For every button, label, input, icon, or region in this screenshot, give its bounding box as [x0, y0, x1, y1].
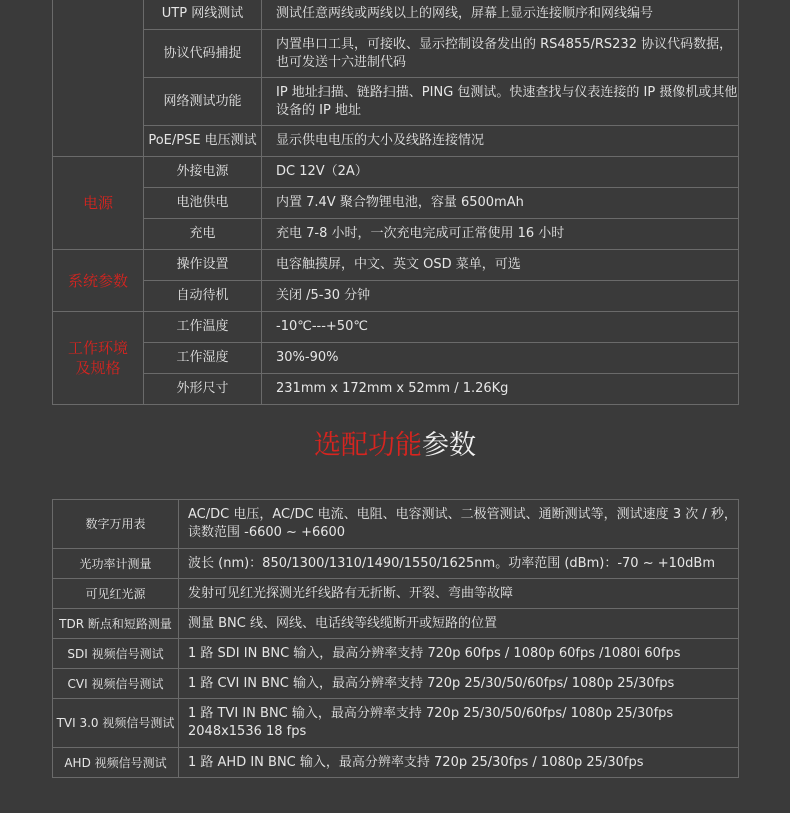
spec-item: 自动待机	[144, 281, 262, 312]
table-row	[53, 748, 739, 778]
table-row	[53, 188, 739, 219]
spec-value: 1 路 TVI IN BNC 输入，最高分辨率支持 720p 25/30/50/60fps/ 1080p 25/30fps 2048x1536 18 fps	[179, 699, 739, 748]
spec-value: 30%-90%	[262, 343, 739, 374]
spec-item: 光功率计测量	[53, 549, 179, 579]
spec-item: TVI 3.0 视频信号测试	[53, 699, 179, 748]
spec-value: -10℃---+50℃	[262, 312, 739, 343]
table-row	[53, 549, 739, 579]
spec-item: AHD 视频信号测试	[53, 748, 179, 778]
table-row	[53, 312, 739, 343]
category-system: 系统参数	[53, 250, 144, 312]
section-title-rest: 参数	[422, 430, 476, 461]
spec-item: 可见红光源	[53, 579, 179, 609]
spec-item: UTP 网线测试	[144, 0, 262, 30]
spec-item: 操作设置	[144, 250, 262, 281]
spec-item: TDR 断点和短路测量	[53, 609, 179, 639]
spec-item: 充电	[144, 219, 262, 250]
spec-item: 协议代码捕捉	[144, 30, 262, 78]
category-power: 电源	[53, 157, 144, 250]
spec-item: SDI 视频信号测试	[53, 639, 179, 669]
table-row	[53, 78, 739, 126]
table-row	[53, 699, 739, 748]
spec-value: 充电 7-8 小时，一次充电完成可正常使用 16 小时	[262, 219, 739, 250]
spec-value: 1 路 AHD IN BNC 输入，最高分辨率支持 720p 25/30fps / 1080p 25/30fps	[179, 748, 739, 778]
table-row	[53, 0, 739, 30]
spec-item: CVI 视频信号测试	[53, 669, 179, 699]
table-row	[53, 374, 739, 405]
spec-value: 关闭 /5-30 分钟	[262, 281, 739, 312]
category-environment-label: 工作环境及规格	[67, 339, 128, 377]
spec-value: 发射可见红光探测光纤线路有无折断、开裂、弯曲等故障	[179, 579, 739, 609]
spec-value: 内置 7.4V 聚合物锂电池，容量 6500mAh	[262, 188, 739, 219]
spec-item: 外接电源	[144, 157, 262, 188]
table-row	[53, 126, 739, 157]
spec-value: DC 12V（2A）	[262, 157, 739, 188]
section-title-highlight: 选配功能	[314, 430, 422, 461]
spec-item: 外形尺寸	[144, 374, 262, 405]
spec-value: 波长 (nm)：850/1300/1310/1490/1550/1625nm。功率范围 (dBm)：-70 ~ +10dBm	[179, 549, 739, 579]
spec-item: 网络测试功能	[144, 78, 262, 126]
spec-value: 231mm x 172mm x 52mm / 1.26Kg	[262, 374, 739, 405]
spec-value: 电容触摸屏，中文、英文 OSD 菜单，可选	[262, 250, 739, 281]
spec-value: 1 路 CVI IN BNC 输入，最高分辨率支持 720p 25/30/50/60fps/ 1080p 25/30fps	[179, 669, 739, 699]
spec-item: 数字万用表	[53, 500, 179, 549]
spec-value: AC/DC 电压，AC/DC 电流、电阻、电容测试、二极管测试、通断测试等，测试速度 3 次 / 秒，读数范围 -6600 ~ +6600	[179, 500, 739, 549]
table-row	[53, 639, 739, 669]
table-row	[53, 281, 739, 312]
table-row	[53, 30, 739, 78]
spec-value: 1 路 SDI IN BNC 输入，最高分辨率支持 720p 60fps / 1080p 60fps /1080i 60fps	[179, 639, 739, 669]
category-cell-blank	[53, 0, 144, 157]
spec-table-main	[52, 0, 739, 405]
table-row	[53, 500, 739, 549]
spec-value: 测试任意两线或两线以上的网线，屏幕上显示连接顺序和网线编号	[262, 0, 739, 30]
table-row	[53, 343, 739, 374]
table-row	[53, 609, 739, 639]
category-environment	[53, 312, 144, 405]
table-row	[53, 250, 739, 281]
table-row	[53, 669, 739, 699]
spec-item: 工作温度	[144, 312, 262, 343]
table-row	[53, 579, 739, 609]
table-row	[53, 219, 739, 250]
section-title	[0, 426, 790, 466]
spec-value: IP 地址扫描、链路扫描、PING 包测试。快速查找与仪表连接的 IP 摄像机或其他设备的 IP 地址	[262, 78, 739, 126]
spec-value: 内置串口工具，可接收、显示控制设备发出的 RS4855/RS232 协议代码数据，也可发送十六进制代码	[262, 30, 739, 78]
spec-value: 显示供电电压的大小及线路连接情况	[262, 126, 739, 157]
spec-item: PoE/PSE 电压测试	[144, 126, 262, 157]
spec-item: 工作湿度	[144, 343, 262, 374]
spec-value: 测量 BNC 线、网线、电话线等线缆断开或短路的位置	[179, 609, 739, 639]
table-row	[53, 157, 739, 188]
spec-item: 电池供电	[144, 188, 262, 219]
spec-table-optional	[52, 499, 739, 778]
